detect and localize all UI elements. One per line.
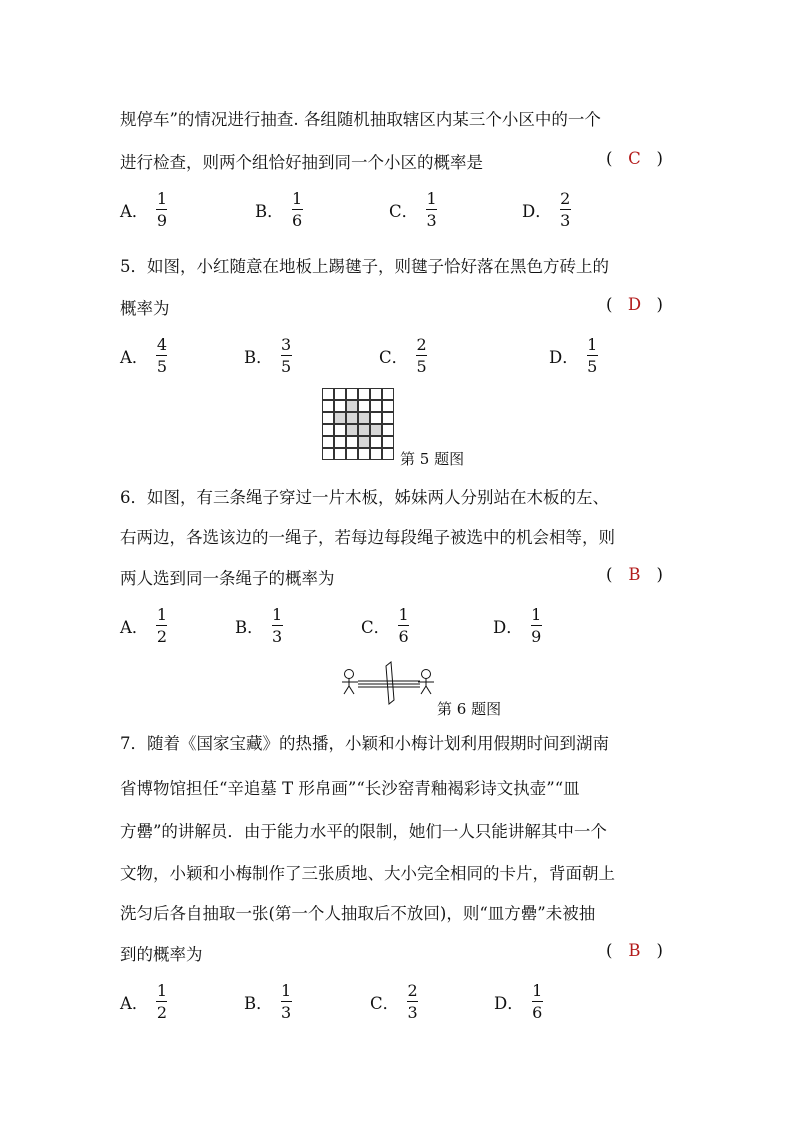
- q4-option-b: [255, 190, 303, 229]
- denominator: 3: [560, 211, 571, 230]
- fraction-bar: [156, 209, 167, 210]
- floor-tile: [322, 388, 334, 400]
- fraction-bar: [560, 209, 571, 210]
- paren-open: (: [606, 941, 613, 960]
- denominator: 3: [426, 211, 437, 230]
- fraction: [426, 190, 437, 229]
- fraction-bar: [156, 355, 167, 356]
- floor-tile: [370, 436, 382, 448]
- floor-tile: [358, 412, 370, 424]
- q4-option-a: [120, 190, 167, 229]
- option-letter: D．: [494, 993, 524, 1013]
- floor-tile: [370, 424, 382, 436]
- floor-tile: [382, 400, 394, 412]
- option-letter: B．: [244, 993, 273, 1013]
- floor-tile-grid: [322, 388, 394, 460]
- left-stick-figure: [342, 670, 358, 695]
- paren-close: ): [656, 565, 663, 584]
- option-letter: A．: [120, 993, 149, 1013]
- floor-tile: [334, 436, 346, 448]
- floor-tile: [370, 388, 382, 400]
- figure-5-caption: 第 5 题图: [400, 450, 465, 468]
- rope-board-figure: [336, 660, 438, 720]
- fraction: [156, 336, 167, 375]
- floor-tile: [346, 436, 358, 448]
- fraction: [281, 336, 292, 375]
- fraction: [156, 606, 167, 645]
- floor-tile: [346, 400, 358, 412]
- floor-tile: [346, 424, 358, 436]
- option-letter: C．: [389, 201, 419, 221]
- denominator: 9: [531, 627, 542, 646]
- floor-tile: [334, 412, 346, 424]
- floor-tile: [334, 424, 346, 436]
- floor-tile: [322, 424, 334, 436]
- floor-tile: [382, 424, 394, 436]
- q7-option-d: [494, 982, 543, 1021]
- q6-text-line-3: 两人选到同一条绳子的概率为: [120, 569, 335, 588]
- floor-tile: [370, 448, 382, 460]
- q6-option-b: [235, 606, 283, 645]
- floor-tile: [322, 448, 334, 460]
- numerator: 1: [532, 981, 543, 1000]
- floor-tile: [334, 388, 346, 400]
- q6-text-line-2: 右两边，各选该边的一绳子，若每边每段绳子被选中的机会相等，则: [120, 528, 615, 547]
- option-letter: B．: [235, 617, 264, 637]
- q7-text-line-3: 方罍”的讲解员．由于能力水平的限制，她们一人只能讲解其中一个: [120, 822, 607, 841]
- numerator: 1: [292, 189, 303, 208]
- numerator: 1: [531, 605, 542, 624]
- fraction: [292, 190, 303, 229]
- fraction: [531, 606, 542, 645]
- fraction: [407, 982, 418, 1021]
- denominator: 5: [156, 357, 168, 376]
- right-stick-figure: [418, 670, 434, 695]
- fraction: [532, 982, 543, 1021]
- floor-tile: [322, 400, 334, 412]
- floor-tile: [346, 388, 358, 400]
- numerator: 1: [426, 189, 437, 208]
- fraction: [272, 606, 283, 645]
- floor-tile: [346, 412, 358, 424]
- numerator: 3: [281, 335, 292, 354]
- denominator: 2: [156, 1003, 168, 1022]
- q7-text-line-6: 到的概率为: [120, 945, 203, 964]
- figure-6-caption: 第 6 题图: [437, 700, 502, 718]
- option-letter: D．: [493, 617, 523, 637]
- floor-tile: [382, 412, 394, 424]
- denominator: 6: [532, 1003, 543, 1022]
- q6-option-c: [361, 606, 409, 645]
- option-letter: A．: [120, 201, 149, 221]
- paren-close: ): [656, 295, 663, 314]
- floor-tile: [358, 388, 370, 400]
- fraction: [281, 982, 292, 1021]
- numerator: 1: [156, 605, 168, 624]
- denominator: 6: [398, 627, 409, 646]
- fraction-bar: [272, 625, 283, 626]
- numerator: 1: [398, 605, 409, 624]
- q7-answer: B: [628, 941, 641, 960]
- fraction-bar: [532, 1001, 543, 1002]
- q7-answer-bracket: [606, 941, 666, 960]
- denominator: 9: [156, 211, 168, 230]
- q4-answer: C: [628, 149, 641, 168]
- q5-option-b: [244, 336, 292, 375]
- q7-text-line-1: 7．随着《国家宝藏》的热播，小颖和小梅计划利用假期时间到湖南: [120, 734, 609, 753]
- paren-close: ): [656, 149, 663, 168]
- numerator: 2: [416, 335, 427, 354]
- option-letter: A．: [120, 617, 149, 637]
- q4-answer-bracket: [606, 149, 666, 168]
- option-letter: B．: [244, 347, 273, 367]
- fraction-bar: [531, 625, 542, 626]
- floor-tile: [382, 448, 394, 460]
- numerator: 4: [156, 335, 168, 354]
- fraction-bar: [398, 625, 409, 626]
- fraction-bar: [281, 355, 292, 356]
- option-letter: D．: [522, 201, 552, 221]
- denominator: 3: [407, 1003, 418, 1022]
- q7-option-c: [370, 982, 418, 1021]
- numerator: 2: [407, 981, 418, 1000]
- q5-answer-bracket: [606, 295, 666, 314]
- fraction: [156, 190, 167, 229]
- q4-text-line-2: 进行检查，则两个组恰好抽到同一个小区的概率是: [120, 153, 483, 172]
- numerator: 1: [156, 189, 168, 208]
- q7-text-line-2: 省博物馆担任“辛追墓 T 形帛画”“长沙窑青釉褐彩诗文执壶”“皿: [120, 779, 580, 798]
- fraction-bar: [407, 1001, 418, 1002]
- denominator: 5: [281, 357, 292, 376]
- q6-text-line-1: 6．如图，有三条绳子穿过一片木板，姊妹两人分别站在木板的左、: [120, 488, 609, 507]
- denominator: 2: [156, 627, 168, 646]
- fraction-bar: [281, 1001, 292, 1002]
- fraction-bar: [587, 355, 598, 356]
- option-letter: D．: [549, 347, 579, 367]
- numerator: 1: [156, 981, 168, 1000]
- fraction: [416, 336, 427, 375]
- q4-text-line-1: 规停车”的情况进行抽查. 各组随机抽取辖区内某三个小区中的一个: [120, 110, 601, 129]
- option-letter: A．: [120, 347, 149, 367]
- fraction-bar: [416, 355, 427, 356]
- denominator: 6: [292, 211, 303, 230]
- numerator: 2: [560, 189, 571, 208]
- floor-tile: [334, 448, 346, 460]
- fraction: [560, 190, 571, 229]
- option-letter: C．: [379, 347, 409, 367]
- q6-option-d: [493, 606, 542, 645]
- fraction-bar: [156, 1001, 167, 1002]
- numerator: 1: [272, 605, 283, 624]
- floor-tile: [370, 412, 382, 424]
- option-letter: C．: [370, 993, 400, 1013]
- wooden-board: [386, 662, 394, 704]
- floor-tile: [322, 436, 334, 448]
- q6-answer: B: [628, 565, 641, 584]
- paren-close: ): [656, 941, 663, 960]
- fraction: [398, 606, 409, 645]
- paren-open: (: [606, 565, 613, 584]
- q7-text-line-4: 文物，小颖和小梅制作了三张质地、大小完全相同的卡片，背面朝上: [120, 864, 615, 883]
- floor-tile: [358, 424, 370, 436]
- denominator: 5: [587, 357, 598, 376]
- q7-option-a: [120, 982, 167, 1021]
- q5-text-line-1: 5．如图，小红随意在地板上踢毽子，则毽子恰好落在黑色方砖上的: [120, 257, 609, 276]
- q6-option-a: [120, 606, 167, 645]
- floor-tile: [382, 436, 394, 448]
- denominator: 3: [272, 627, 283, 646]
- q5-option-a: [120, 336, 167, 375]
- option-letter: B．: [255, 201, 284, 221]
- fraction-bar: [292, 209, 303, 210]
- paren-open: (: [606, 295, 613, 314]
- floor-tile: [346, 448, 358, 460]
- floor-tile: [322, 412, 334, 424]
- denominator: 3: [281, 1003, 292, 1022]
- q4-option-d: [522, 190, 571, 229]
- option-letter: C．: [361, 617, 391, 637]
- floor-tile: [358, 400, 370, 412]
- fraction-bar: [426, 209, 437, 210]
- q7-text-line-5: 洗匀后各自抽取一张(第一个人抽取后不放回)，则“皿方罍”未被抽: [120, 904, 596, 923]
- q5-text-line-2: 概率为: [120, 299, 170, 318]
- floor-tile: [334, 400, 346, 412]
- floor-tile: [358, 436, 370, 448]
- q6-answer-bracket: [606, 565, 666, 584]
- fraction: [156, 982, 167, 1021]
- floor-tile: [370, 400, 382, 412]
- denominator: 5: [416, 357, 427, 376]
- q5-answer: D: [627, 295, 642, 314]
- q5-option-c: [379, 336, 427, 375]
- paren-open: (: [606, 149, 613, 168]
- numerator: 1: [587, 335, 598, 354]
- fraction-bar: [156, 625, 167, 626]
- q4-option-c: [389, 190, 437, 229]
- floor-tile: [358, 448, 370, 460]
- fraction: [587, 336, 598, 375]
- numerator: 1: [281, 981, 292, 1000]
- q7-option-b: [244, 982, 292, 1021]
- q5-option-d: [549, 336, 598, 375]
- floor-tile: [382, 388, 394, 400]
